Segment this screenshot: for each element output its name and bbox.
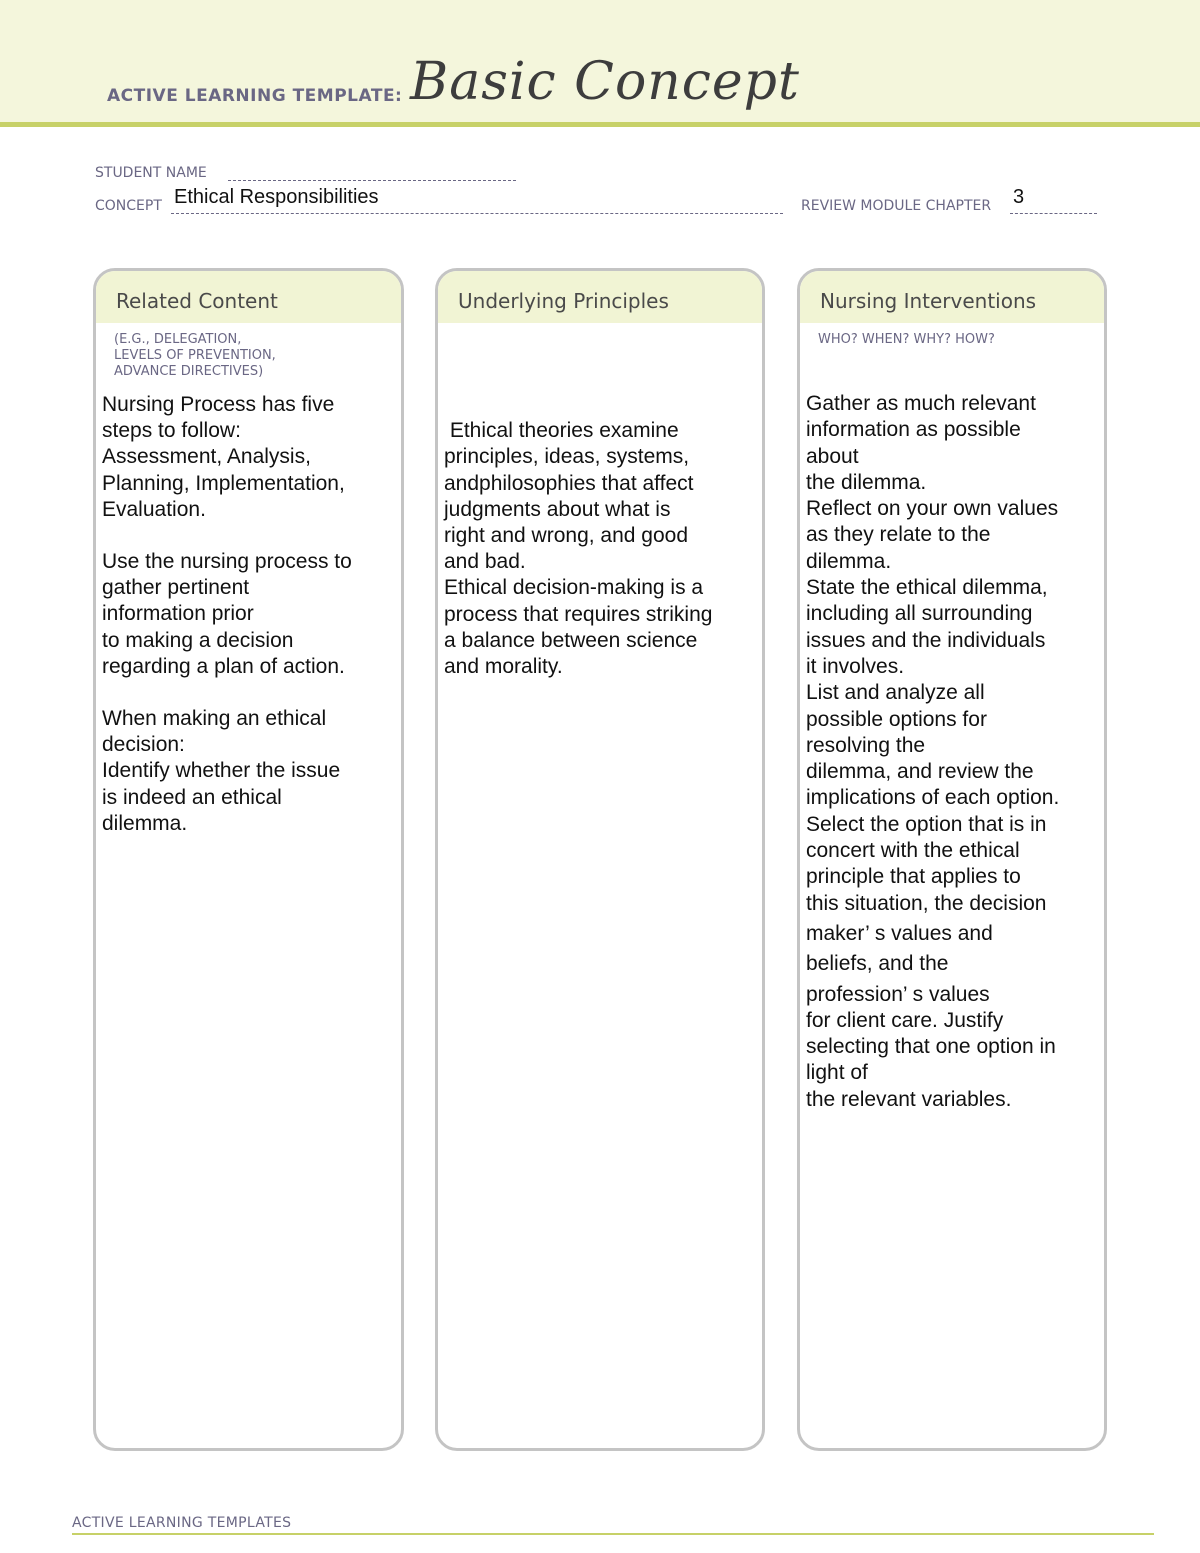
- text-line: profession’ s values: [806, 982, 990, 1006]
- panel-body: [806, 391, 1096, 1113]
- text-line: Nursing Process has five: [102, 393, 335, 416]
- text-line: this situation, the decision: [806, 891, 1047, 915]
- text-line: beliefs, and the: [806, 952, 949, 976]
- text-line: gather pertinent: [102, 576, 250, 600]
- text-line: When making an ethical: [102, 707, 327, 731]
- text-line: dilemma.: [102, 811, 188, 835]
- text-line: possible options for: [806, 707, 987, 731]
- text-line: selecting that one option in: [806, 1035, 1056, 1059]
- text-line: and bad.: [444, 550, 526, 574]
- text-line: about: [806, 444, 859, 468]
- panel-related-content: [93, 268, 404, 1451]
- text-line: Ethical decision-making is a: [444, 576, 704, 600]
- review-module-label: REVIEW MODULE CHAPTER: [801, 198, 992, 214]
- text-line: concert with the ethical: [806, 839, 1020, 863]
- panel-title: Related Content: [116, 289, 278, 313]
- text-line: implications of each option.: [806, 786, 1060, 810]
- concept-line[interactable]: [171, 213, 783, 214]
- panel-body: [102, 392, 393, 837]
- review-module-line[interactable]: [1010, 213, 1097, 214]
- text-line: it involves.: [806, 654, 905, 678]
- text-line: Evaluation.: [102, 497, 206, 521]
- template-label: ACTIVE LEARNING TEMPLATE:: [107, 86, 403, 106]
- student-name-label: STUDENT NAME: [95, 165, 207, 181]
- text-line: to making a decision: [102, 628, 294, 652]
- text-line: principles, ideas, systems,: [444, 445, 690, 469]
- header-rule: [0, 122, 1200, 127]
- text-line: for client care. Justify: [806, 1008, 1004, 1032]
- text-line: Use the nursing process to: [102, 550, 352, 574]
- review-module-value: 3: [1013, 186, 1025, 208]
- text-line: as they relate to the: [806, 523, 991, 547]
- text-line: information as possible: [806, 418, 1021, 442]
- text-line: andphilosophies that affect: [444, 471, 694, 495]
- student-name-line[interactable]: [228, 180, 516, 181]
- panel-subtitle: WHO? WHEN? WHY? HOW?: [818, 332, 995, 347]
- paragraph-gap: [102, 523, 393, 549]
- text-line: maker’ s values and: [806, 921, 993, 945]
- panel-title: Underlying Principles: [458, 289, 669, 313]
- text-line: light of: [806, 1061, 868, 1085]
- panel-header: [96, 271, 401, 323]
- paragraph: [102, 392, 393, 523]
- text-line: Assessment, Analysis,: [102, 445, 311, 469]
- concept-label: CONCEPT: [95, 198, 162, 214]
- text-line: dilemma.: [806, 549, 892, 573]
- panel-subtitle: (E.G., DELEGATION, LEVELS OF PREVENTION, ADVANCE DIRECTIVES): [114, 332, 276, 379]
- text-line: issues and the individuals: [806, 628, 1046, 652]
- paragraph: [444, 392, 754, 680]
- panel-header: [438, 271, 762, 323]
- footer-text: ACTIVE LEARNING TEMPLATES: [72, 1515, 292, 1531]
- text-line: process that requires striking: [444, 602, 713, 626]
- paragraph: [102, 549, 393, 680]
- paragraph: [806, 391, 1096, 1113]
- text-line: Ethical theories examine: [444, 419, 679, 443]
- text-line: dilemma, and review the: [806, 760, 1034, 784]
- text-line: principle that applies to: [806, 865, 1021, 889]
- text-line: judgments about what is: [444, 497, 671, 521]
- panel-title: Nursing Interventions: [820, 289, 1037, 313]
- text-line: steps to follow:: [102, 419, 241, 443]
- panel-body: [444, 392, 754, 680]
- text-line: Identify whether the issue: [102, 759, 341, 783]
- paragraph: [102, 706, 393, 837]
- text-line: right and wrong, and good: [444, 524, 689, 548]
- template-title: Basic Concept: [410, 52, 800, 112]
- text-line: Select the option that is in: [806, 812, 1047, 836]
- text-line: information prior: [102, 602, 254, 626]
- panel-header: [800, 271, 1104, 323]
- text-line: resolving the: [806, 733, 926, 757]
- text-line: including all surrounding: [806, 602, 1033, 626]
- text-line: the relevant variables.: [806, 1087, 1012, 1111]
- footer-rule: [72, 1533, 1154, 1535]
- text-line: is indeed an ethical: [102, 785, 282, 809]
- text-line: and morality.: [444, 655, 563, 679]
- panel-underlying-principles: [435, 268, 765, 1451]
- text-line: Gather as much relevant: [806, 392, 1036, 415]
- text-line: a balance between science: [444, 628, 698, 652]
- concept-value: Ethical Responsibilities: [174, 186, 379, 208]
- text-line: Planning, Implementation,: [102, 471, 345, 495]
- text-line: State the ethical dilemma,: [806, 576, 1048, 600]
- text-line: Reflect on your own values: [806, 497, 1059, 521]
- text-line: regarding a plan of action.: [102, 654, 345, 678]
- paragraph-gap: [102, 680, 393, 706]
- text-line: decision:: [102, 733, 185, 757]
- panel-nursing-interventions: [797, 268, 1107, 1451]
- text-line: the dilemma.: [806, 470, 927, 494]
- text-line: List and analyze all: [806, 681, 985, 705]
